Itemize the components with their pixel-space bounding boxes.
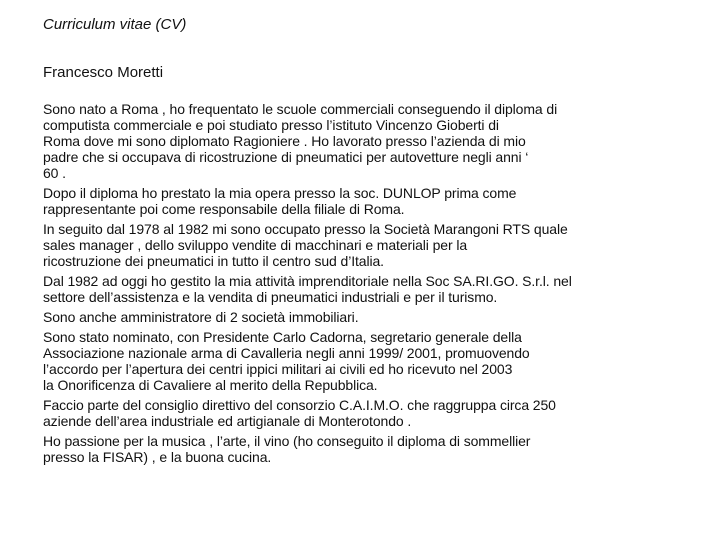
cv-paragraph-line: 60 . [43,165,66,181]
cv-paragraph-line: Sono nato a Roma , ho frequentato le scuole commerciali conseguendo il diploma di [43,101,558,117]
cv-paragraph [43,101,683,181]
cv-paragraph [43,309,683,325]
cv-paragraph-line: Dal 1982 ad oggi ho gestito la mia attività imprenditoriale nella Soc SA.RI.GO. S.r.l. nel [43,273,572,289]
person-name: Francesco Moretti [43,64,164,81]
cv-paragraph [43,433,683,465]
cv-paragraph-line: Sono stato nominato, con Presidente Carlo Cadorna, segretario generale della [43,329,522,345]
cv-paragraph-line: Associazione nazionale arma di Cavalleria negli anni 1999/ 2001, promuovendo [43,345,530,361]
cv-paragraph-line: la Onorificenza di Cavaliere al merito della Repubblica. [43,377,378,393]
cv-paragraph-line: padre che si occupava di ricostruzione di pneumatici per autovetture negli anni ‘ [43,149,529,165]
cv-paragraph-line: Faccio parte del consiglio direttivo del consorzio C.A.I.M.O. che raggruppa circa 250 [43,397,556,413]
cv-paragraph-line: Dopo il diploma ho prestato la mia opera presso la soc. DUNLOP prima come [43,185,517,201]
cv-paragraph-line: sales manager , dello sviluppo vendite di macchinari e materiali per la [43,237,468,253]
cv-paragraph-list [43,101,683,469]
cv-paragraph-line: settore dell’assistenza e la vendita di pneumatici industriali e per il turismo. [43,289,498,305]
cv-paragraph [43,273,683,305]
cv-paragraph-line: aziende dell’area industriale ed artigianale di Monterotondo . [43,413,412,429]
cv-paragraph-line: presso la FISAR) , e la buona cucina. [43,449,272,465]
cv-paragraph [43,329,683,393]
cv-paragraph-line: ricostruzione dei pneumatici in tutto il centro sud d’Italia. [43,253,384,269]
cv-paragraph-line: computista commerciale e poi studiato presso l’istituto Vincenzo Gioberti di [43,117,499,133]
cv-paragraph-line: Ho passione per la musica , l’arte, il vino (ho conseguito il diploma di sommellier [43,433,531,449]
cv-paragraph [43,221,683,269]
document-title: Curriculum vitae (CV) [43,16,187,33]
cv-paragraph-line: rappresentante poi come responsabile della filiale di Roma. [43,201,405,217]
cv-paragraph [43,185,683,217]
cv-paragraph-line: Roma dove mi sono diplomato Ragioniere . Ho lavorato presso l’azienda di mio [43,133,526,149]
cv-paragraph-line: Sono anche amministratore di 2 società immobiliari. [43,309,359,325]
cv-paragraph-line: l’accordo per l’apertura dei centri ippici militari ai civili ed ho ricevuto nel 2003 [43,361,513,377]
cv-paragraph-line: In seguito dal 1978 al 1982 mi sono occupato presso la Società Marangoni RTS quale [43,221,568,237]
cv-paragraph [43,397,683,429]
